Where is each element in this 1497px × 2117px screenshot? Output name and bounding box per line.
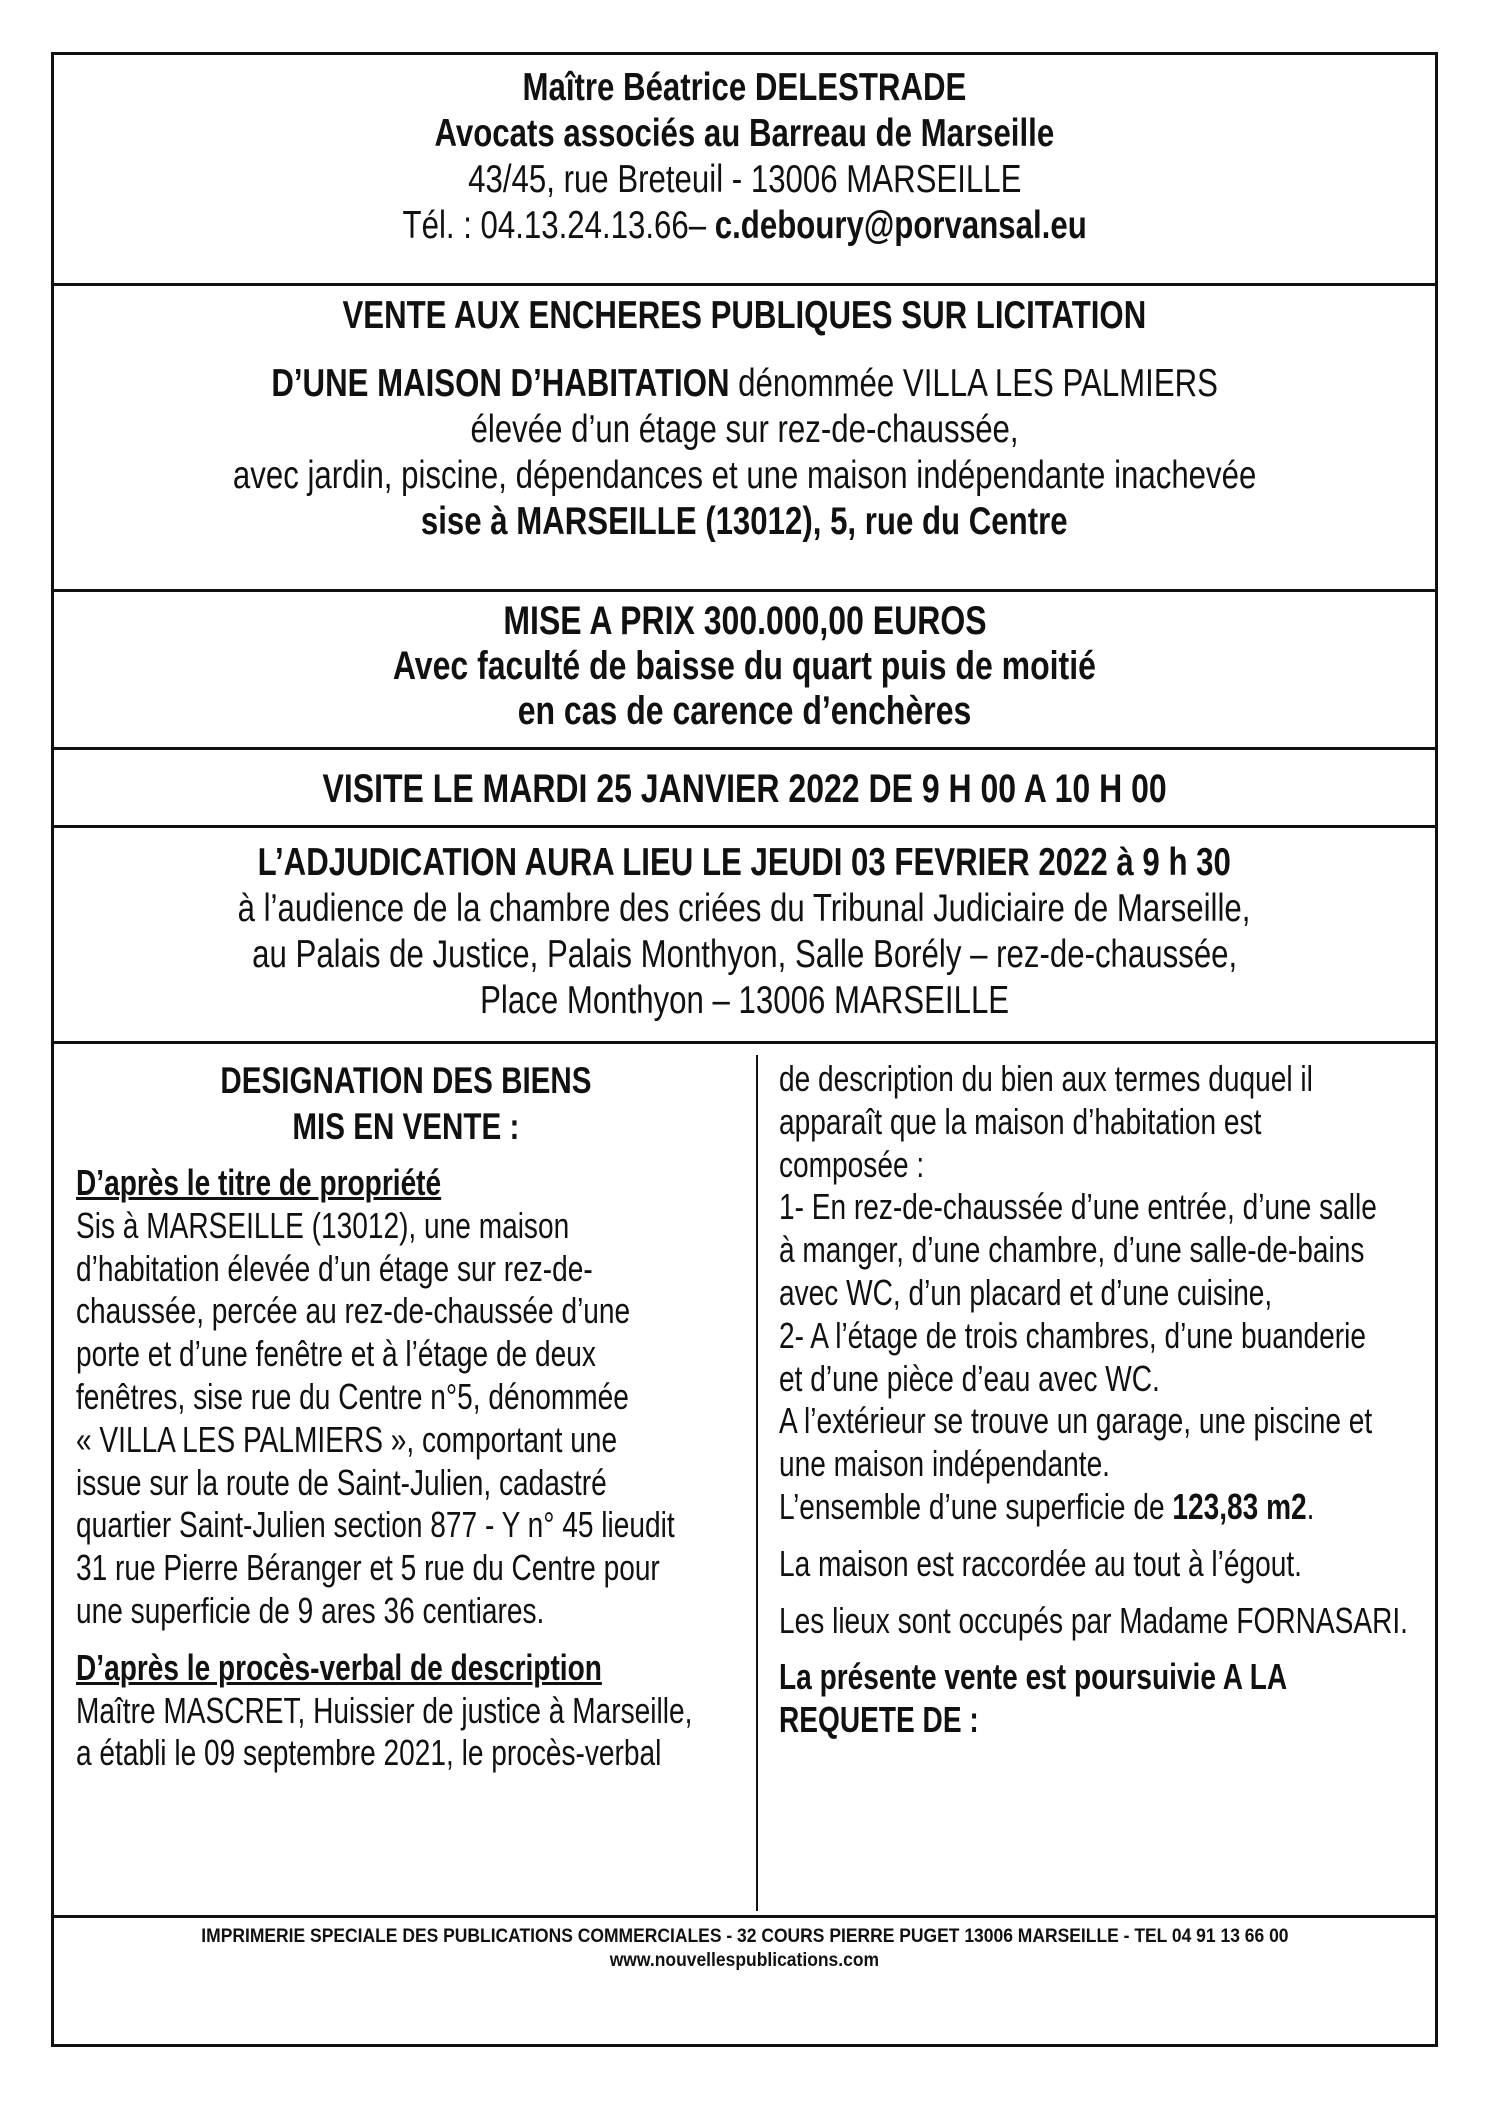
visit-date: VISITE LE MARDI 25 JANVIER 2022 DE 9 H 00 A 10 H 00 xyxy=(322,767,1167,811)
property-floors: élevée d’un étage sur rez-de-chaussée, xyxy=(470,408,1019,451)
text-line: d’habitation élevée d’un étage sur rez-de- xyxy=(76,1247,593,1289)
contact-line xyxy=(402,203,1086,249)
report-heading: D’après le procès-verbal de description xyxy=(76,1646,602,1688)
printer-address: IMPRIMERIE SPECIALE DES PUBLICATIONS COMMERCIALES - 32 COURS PIERRE PUGET 13006 MARSEILLE - TEL 04 91 13 66 00 xyxy=(200,1926,1289,1947)
divider xyxy=(54,1041,1435,1044)
text-line: A l’extérieur se trouve un garage, une piscine et xyxy=(779,1400,1373,1442)
title-deed-heading: D’après le titre de propriété xyxy=(76,1162,442,1203)
text-line: a établi le 09 septembre 2021, le procès-verbal xyxy=(76,1732,662,1774)
firm-address: 43/45, rue Breteuil - 13006 MARSEILLE xyxy=(467,158,1022,201)
text-line: 31 rue Pierre Béranger et 5 rue du Centre pour xyxy=(76,1547,660,1589)
text-line: 2- A l’étage de trois chambres, d’une buanderie xyxy=(779,1314,1366,1356)
adjudication-section xyxy=(54,840,1435,1024)
text-line: une maison indépendante. xyxy=(779,1443,1110,1485)
property-type: D’UNE MAISON D’HABITATION xyxy=(271,362,730,405)
phone-number: Tél. : 04.13.24.13.66– xyxy=(402,204,706,247)
adjudication-title: L’ADJUDICATION AURA LIEU LE JEUDI 03 FEVRIER 2022 à 9 h 30 xyxy=(257,841,1232,884)
text-line: et d’une pièce d’eau avec WC. xyxy=(779,1357,1160,1399)
text-line: porte et d’une fenêtre et à l’étage de deux xyxy=(76,1333,596,1375)
right-column xyxy=(779,1058,1429,1742)
lawyer-name: Maître Béatrice DELESTRADE xyxy=(522,66,967,109)
surface-period: . xyxy=(1306,1485,1315,1527)
adjudication-palace: au Palais de Justice, Palais Monthyon, Salle Borély – rez-de-chaussée, xyxy=(251,933,1238,976)
adjudication-venue: à l’audience de la chambre des criées du Tribunal Judiciaire de Marseille, xyxy=(238,887,1251,930)
price-condition: en cas de carence d’enchères xyxy=(517,689,972,733)
printer-footer xyxy=(54,1925,1435,1973)
legal-notice-frame xyxy=(51,52,1438,2047)
request-line-2: REQUETE DE : xyxy=(779,1699,979,1741)
property-features: avec jardin, piscine, dépendances et une maison indépendante inachevée xyxy=(232,454,1257,497)
visit-section xyxy=(54,765,1435,813)
text-line: à manger, d’une chambre, d’une salle-de-bains xyxy=(779,1229,1365,1271)
lawyer-header xyxy=(54,65,1435,249)
divider xyxy=(54,589,1435,592)
adjudication-address: Place Monthyon – 13006 MARSEILLE xyxy=(479,979,1009,1022)
property-location: sise à MARSEILLE (13012), 5, rue du Centre xyxy=(421,500,1068,543)
divider xyxy=(54,283,1435,286)
text-line: apparaît que la maison d’habitation est xyxy=(779,1100,1262,1142)
divider xyxy=(54,747,1435,750)
occupancy-text: Les lieux sont occupés par Madame FORNASARI. xyxy=(779,1599,1408,1641)
report-text xyxy=(76,1690,736,1776)
text-line: 1- En rez-de-chaussée d’une entrée, d’une salle xyxy=(779,1186,1377,1228)
designation-heading-2: MIS EN VENTE : xyxy=(292,1106,520,1147)
firm-name: Avocats associés au Barreau de Marseille xyxy=(434,112,1055,155)
starting-price: MISE A PRIX 300.000,00 EUROS xyxy=(502,599,987,643)
printer-website: www.nouvellespublications.com xyxy=(609,1950,880,1971)
sale-title: VENTE AUX ENCHERES PUBLIQUES SUR LICITATION xyxy=(342,294,1147,337)
text-line: de description du bien aux termes duquel il xyxy=(779,1058,1313,1099)
price-section xyxy=(54,599,1435,734)
surface-value: 123,83 m2 xyxy=(1172,1485,1307,1527)
text-line: quartier Saint-Julien section 877 - Y n° 45 lieudit xyxy=(76,1504,675,1546)
text-line: composée : xyxy=(779,1143,925,1185)
property-name: dénommée VILLA LES PALMIERS xyxy=(738,362,1218,405)
designation-heading-1: DESIGNATION DES BIENS xyxy=(220,1060,592,1101)
email-address: c.deboury@porvansal.eu xyxy=(714,204,1087,247)
request-line-1: La présente vente est poursuivie A LA xyxy=(779,1656,1288,1698)
text-line: Maître MASCRET, Huissier de justice à Marseille, xyxy=(76,1689,693,1731)
sale-section xyxy=(54,293,1435,545)
surface-label: L’ensemble d’une superficie de xyxy=(779,1485,1165,1527)
sewer-text: La maison est raccordée au tout à l’égout. xyxy=(779,1542,1302,1584)
price-reduction: Avec faculté de baisse du quart puis de moitié xyxy=(393,644,1096,688)
column-divider xyxy=(756,1055,758,1911)
text-line: chaussée, percée au rez-de-chaussée d’une xyxy=(76,1290,631,1332)
text-line: issue sur la route de Saint-Julien, cadastré xyxy=(76,1461,607,1503)
description-text xyxy=(779,1058,1429,1486)
surface-line xyxy=(779,1485,1315,1529)
title-deed-text xyxy=(76,1205,736,1633)
text-line: une superficie de 9 ares 36 centiares. xyxy=(76,1589,545,1631)
left-column xyxy=(76,1058,736,1775)
text-line: avec WC, d’un placard et d’une cuisine, xyxy=(779,1271,1273,1313)
text-line: Sis à MARSEILLE (13012), une maison xyxy=(76,1204,570,1246)
text-line: « VILLA LES PALMIERS », comportant une xyxy=(76,1418,618,1460)
property-line xyxy=(271,361,1218,407)
divider xyxy=(54,1915,1435,1918)
text-line: fenêtres, sise rue du Centre n°5, dénommée xyxy=(76,1375,629,1417)
divider xyxy=(54,825,1435,828)
